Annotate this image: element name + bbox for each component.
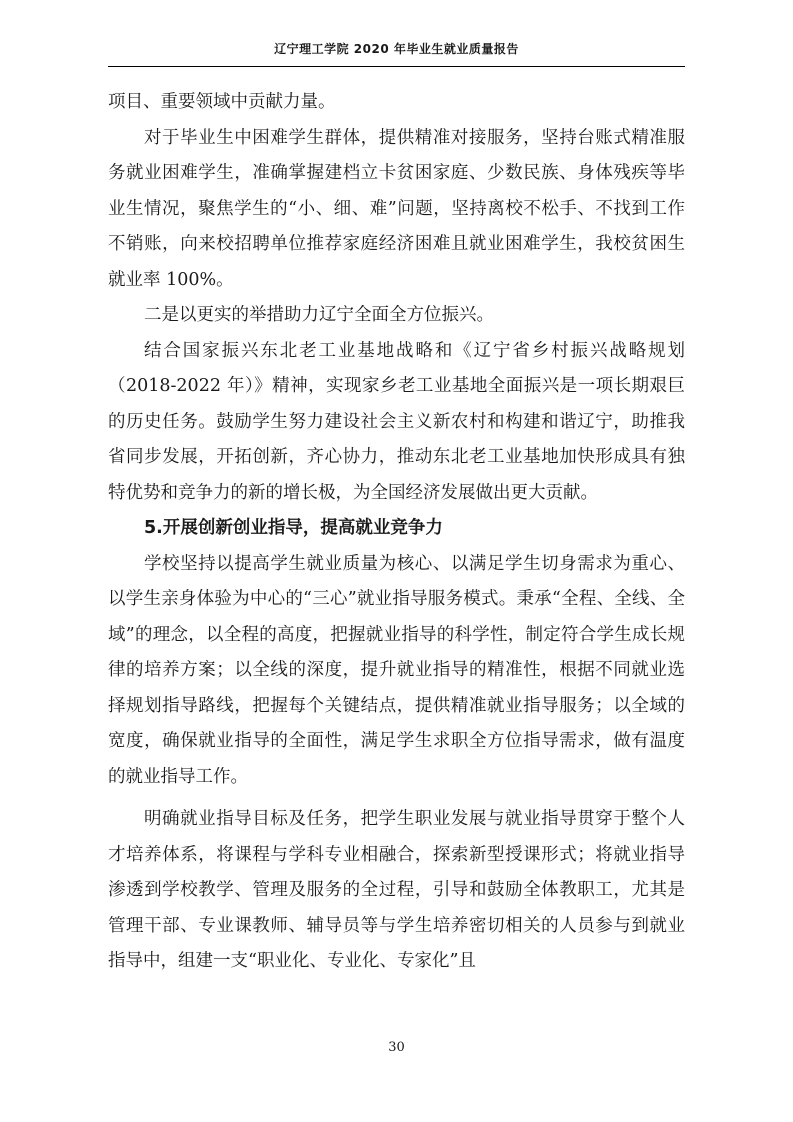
page-body <box>108 85 685 980</box>
section-heading: 5.开展创新创业指导，提高就业竞争力 <box>144 518 443 538</box>
paragraph-gap <box>108 795 685 802</box>
paragraph-guidance-goals: 明确就业指导目标及任务，把学生职业发展与就业指导贯穿于整个人才培养体系，将课程与学科专业相融合，探索新型授课形式；将就业指导渗透到学校教学、管理及服务的全过程，引导和鼓励全体教职工，尤其是管理干部、专业课教师、辅导员等与学生培养密切相关的人员参与到就业指导中，组建一支“职业化、专业化、专家化”且 <box>108 809 685 971</box>
page-number: 30 <box>388 1040 405 1055</box>
paragraph-second-point: 二是以更实的举措助力辽宁全面全方位振兴。 <box>144 305 494 325</box>
header-divider <box>108 66 685 67</box>
paragraph-difficult-students: 对于毕业生中困难学生群体，提供精准对接服务，坚持台账式精准服务就业困难学生，准确掌握建档立卡贫困家庭、少数民族、身体残疾等毕业生情况，聚焦学生的“小、细、难”问题，坚持离校不松手、不找到工作不销账，向来校招聘单位推荐家庭经济困难且就业困难学生，我校贫困生就业率 100%。 <box>108 127 685 290</box>
paragraph-guidance-model: 学校坚持以提高学生就业质量为核心、以满足学生切身需求为重心、以学生亲身体验为中心的“三心”就业指导服务模式。秉承“全程、全线、全域”的理念，以全程的高度，把握就业指导的科学性，制定符合学生成长规律的培养方案；以全线的深度，提升就业指导的精准性，根据不同就业选择规划指导路线，把握每个关键结点，提供精准就业指导服务；以全域的宽度，确保就业指导的全面性，满足学生求职全方位指导需求，做有温度的就业指导工作。 <box>108 553 685 787</box>
paragraph-liaoning-revitalization: 结合国家振兴东北老工业基地战略和《辽宁省乡村振兴战略规划（2018-2022 年）》精神，实现家乡老工业基地全面振兴是一项长期艰巨的历史任务。鼓励学生努力建设社会主义新农村和构建和谐辽宁，助推我省同步发展，开拓创新，齐心协力，推动东北老工业基地加快形成具有独特优势和竞争力的新的增长极，为全国经济发展做出更大贡献。 <box>108 340 685 503</box>
report-header-title: 辽宁理工学院 2020 年毕业生就业质量报告 <box>274 42 519 56</box>
paragraph-continuation: 项目、重要领域中贡献力量。 <box>108 92 336 112</box>
